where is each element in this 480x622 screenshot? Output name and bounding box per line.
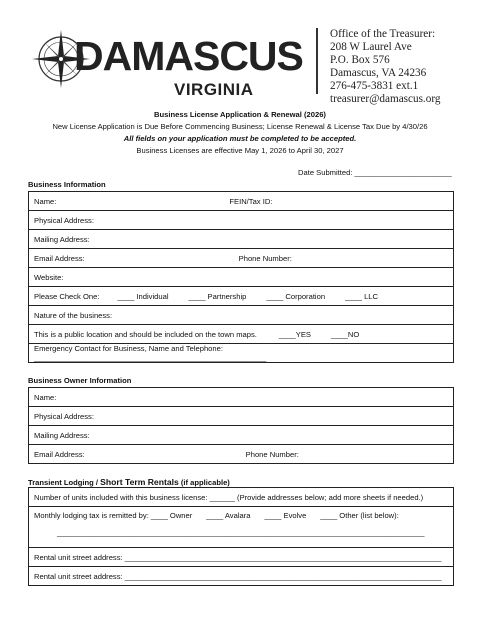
nature-label: Nature of the business: [34, 310, 113, 320]
option-individual[interactable]: ____ Individual [117, 291, 169, 301]
physical-address-label: Physical Address: [34, 215, 94, 225]
lodging-heading-b: Short Term Rentals [100, 477, 179, 487]
date-submitted-field[interactable]: Date Submitted: _______________________ [298, 168, 452, 177]
nature-of-business-row[interactable] [29, 306, 454, 325]
emergency-contact-row[interactable] [29, 344, 454, 363]
option-other[interactable]: ____ Other (list below): [320, 511, 399, 520]
office-line: Damascus, VA 24236 [330, 67, 427, 79]
option-yes[interactable]: ____YES [278, 329, 311, 339]
owner-email-phone-row[interactable] [29, 445, 454, 464]
office-line: Office of the Treasurer: [330, 28, 436, 40]
office-contact-block [330, 28, 440, 106]
tax-remitted-owner-option[interactable]: Monthly lodging tax is remitted by: ____ Owner [34, 511, 193, 520]
office-line: 276-475-3831 ext.1 [330, 80, 419, 92]
lodging-heading-a: Transient Lodging / [28, 478, 101, 487]
owner-physical-address-label: Physical Address: [34, 411, 94, 421]
option-no[interactable]: ____NO [330, 329, 360, 339]
business-name-label: Name: [34, 196, 57, 206]
mailing-address-row[interactable] [29, 230, 454, 249]
website-label: Website: [34, 272, 64, 282]
completion-note: All fields on your application must be completed to be accepted. [123, 134, 357, 143]
section-transient-lodging [28, 477, 230, 487]
owner-name-row[interactable] [29, 388, 454, 407]
option-evolve[interactable]: ____ Evolve [264, 511, 307, 520]
office-line: P.O. Box 576 [330, 54, 390, 66]
owner-phone-label: Phone Number: [245, 449, 299, 459]
owner-info-table [28, 387, 454, 464]
rental-address-label-2: Rental unit street address: ___________________________________________________________________________ [34, 571, 442, 581]
owner-physical-address-row[interactable] [29, 407, 454, 426]
units-label: Number of units included with this business license: ______ (Provide addresses below; add more sheets if needed.) [34, 492, 424, 502]
emergency-contact-label: Emergency Contact for Business, Name and Telephone: _______________________________________________________ [34, 344, 267, 362]
effective-dates-note: Business Licenses are effective May 1, 2026 to April 30, 2027 [136, 146, 344, 155]
rental-address-row-2[interactable] [29, 567, 454, 586]
brand-subtitle: VIRGINIA [174, 80, 254, 99]
option-llc[interactable]: ____ LLC [345, 291, 378, 301]
other-list-line[interactable]: _______________________________________________________________________________________ [57, 528, 425, 537]
office-line: treasurer@damascus.org [330, 93, 441, 105]
fein-label: FEIN/Tax ID: [229, 196, 273, 206]
owner-name-label: Name: [34, 392, 57, 402]
website-row[interactable] [29, 268, 454, 287]
option-partnership[interactable]: ____ Partnership [188, 291, 247, 301]
business-name-row[interactable] [29, 192, 454, 211]
public-location-row [29, 325, 454, 344]
section-business-information: Business Information [28, 180, 106, 189]
owner-mailing-address-row[interactable] [29, 426, 454, 445]
entity-type-row [29, 287, 454, 306]
public-location-label: This is a public location and should be included on the town maps. [34, 329, 257, 339]
section-business-owner-information: Business Owner Information [28, 376, 132, 385]
brand-name: DAMASCUS [74, 33, 303, 79]
lodging-heading-c: (if applicable) [178, 478, 230, 487]
due-date-note: New License Application is Due Before Commencing Business; License Renewal & License Tax Due by 4/30/26 [52, 122, 428, 131]
owner-mailing-address-label: Mailing Address: [34, 430, 90, 440]
rental-address-row-1[interactable] [29, 548, 454, 567]
check-one-label: Please Check One: [34, 291, 100, 301]
email-phone-row[interactable] [29, 249, 454, 268]
office-line: 208 W Laurel Ave [330, 41, 412, 53]
lodging-table [28, 487, 454, 586]
form-title: Business License Application & Renewal (2026) [154, 110, 326, 119]
mailing-address-label: Mailing Address: [34, 234, 90, 244]
units-row[interactable] [29, 488, 454, 507]
lodging-tax-row [29, 507, 454, 548]
rental-address-label-1: Rental unit street address: ___________________________________________________________________________ [34, 552, 442, 562]
header-divider [316, 28, 318, 94]
phone-label: Phone Number: [238, 253, 292, 263]
option-avalara[interactable]: ____ Avalara [206, 511, 251, 520]
email-label: Email Address: [34, 253, 85, 263]
option-corporation[interactable]: ____ Corporation [266, 291, 326, 301]
owner-email-label: Email Address: [34, 449, 85, 459]
damascus-logo [30, 28, 303, 100]
business-info-table [28, 191, 454, 363]
physical-address-row[interactable] [29, 211, 454, 230]
